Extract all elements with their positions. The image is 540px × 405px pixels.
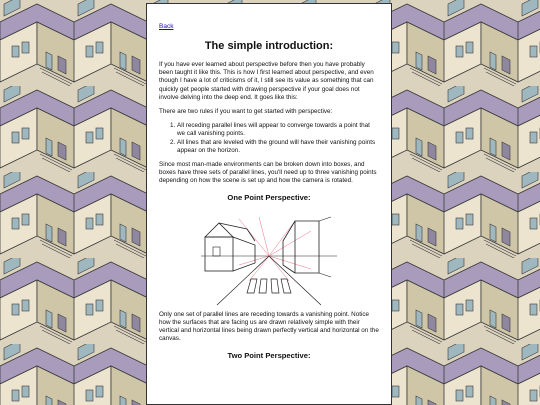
rule-item: 1. All receding parallel lines will appear to converge towards a point that we call vanishing points. bbox=[177, 122, 379, 138]
two-point-heading: Two Point Perspective: bbox=[227, 350, 311, 360]
boxes-paragraph: Since most man-made environments can be broken down into boxes, and boxes have three sets of parallel lines, you'll need up to three vanishing points depending on how the scene is set up and how the camera is rotated. bbox=[159, 160, 377, 184]
rules-lead-paragraph: There are two rules if you want to get started with perspective: bbox=[159, 107, 333, 115]
article-page bbox=[146, 3, 392, 405]
one-point-perspective-illustration bbox=[199, 207, 339, 307]
intro-paragraph: If you have ever learned about perspective before then you have probably been taught it like this. This is how I first learned about perspective, and even though I have a lot of criticisms of it, I still see its value as something that can quickly get people started with drawing perspective if your goal does not involve delving into the deep end. It goes like this: bbox=[159, 61, 374, 101]
article-title: The simple introduction: bbox=[204, 40, 334, 53]
one-point-heading: One Point Perspective: bbox=[227, 193, 311, 202]
rules-list bbox=[159, 122, 379, 155]
one-point-paragraph: Only one set of parallel lines are receding towards a vanishing point. Notice how the surfaces that are facing us are drawn relatively simple with their vertical and horizontal lines being drawn perfectly vertical and horizontal on the canvas. bbox=[159, 310, 379, 342]
rule-item: 2. All lines that are leveled with the ground will have their vanishing points appear on the horizon. bbox=[177, 139, 379, 155]
back-link[interactable]: Back bbox=[159, 23, 174, 30]
